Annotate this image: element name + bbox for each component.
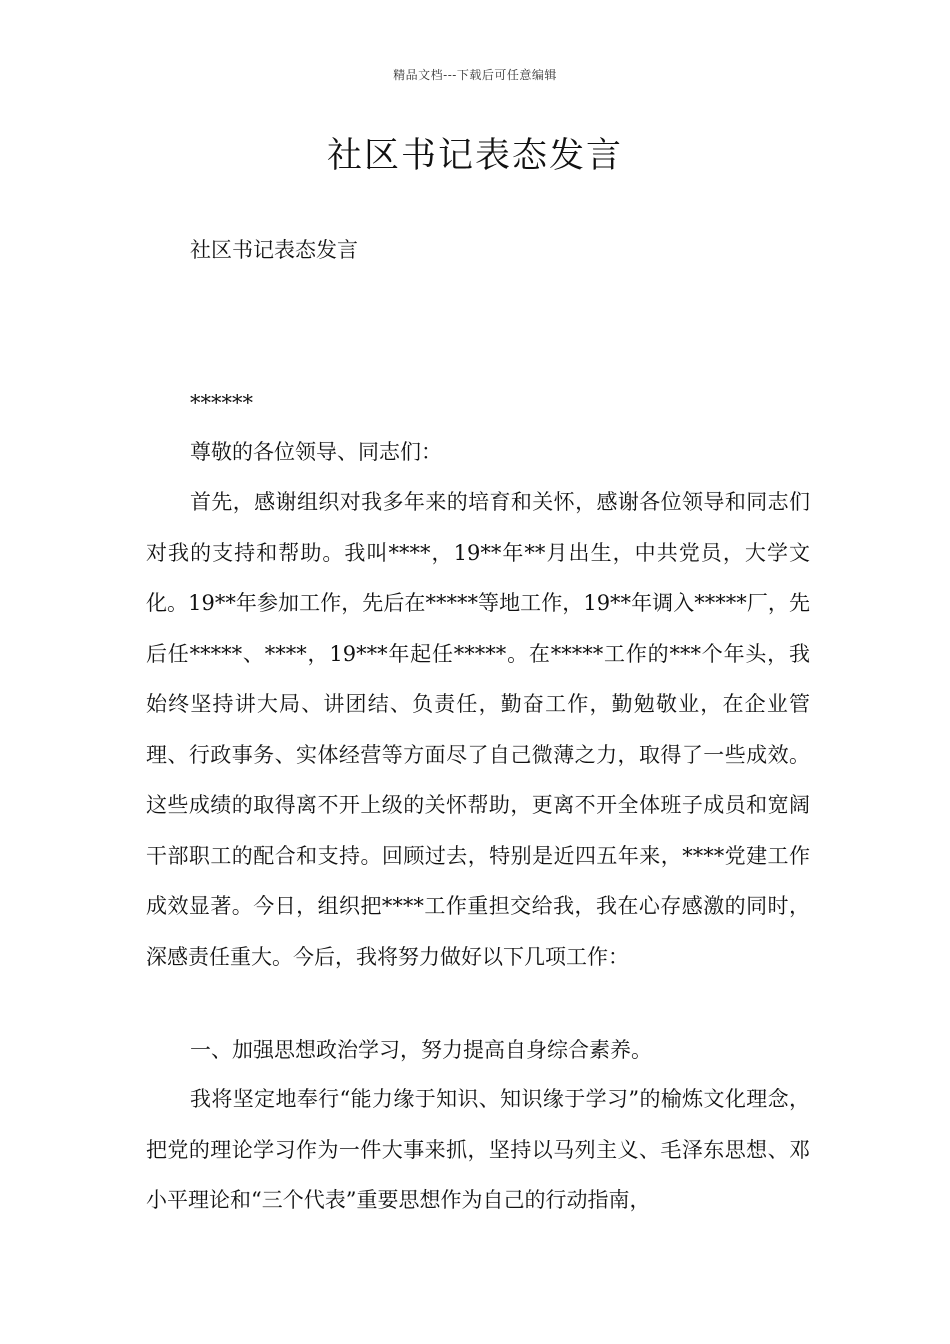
header-note: 精品文档---下载后可任意编辑: [393, 68, 557, 82]
section-heading-1: 一、加强思想政治学习，努力提高自身综合素养。: [190, 1038, 652, 1062]
document-title: 社区书记表态发言: [326, 136, 623, 176]
paragraph-body-1: 首先，感谢组织对我多年来的培育和关怀，感谢各位领导和同志们对我的支持和帮助。我叫****，19**年**月出生，中共党员，大学文化。19**年参加工作，先后在*****等地工作，19**年调入*****厂，先后任*****、****，19***年起任*****。在*****工作的***个年头，我始终坚持讲大局、讲团结、负责任，勤奋工作，勤勉敬业，在企业管理、行政事务、实体经营等方面尽了自己微薄之力，取得了一些成效。这些成绩的取得离不开上级的关怀帮助，更离不开全体班子成员和宽阔干部职工的配合和支持。回顾过去，特别是近四五年来，****党建工作成效显著。今日，组织把****工作重担交给我，我在心存感激的同时，深感责任重大。今后，我将努力做好以下几项工作：: [146, 490, 810, 969]
paragraph-body-2: 我将坚定地奉行“能力缘于知识、知识缘于学习”的榆炼文化理念，把党的理论学习作为一件大事来抓，坚持以马列主义、毛泽东思想、邓小平理论和“三个代表”重要思想作为自己的行动指南，: [146, 1087, 810, 1212]
document-subtitle: 社区书记表态发言: [190, 238, 358, 262]
paragraph-salutation: 尊敬的各位领导、同志们：: [190, 440, 442, 464]
paragraph-stars: ******: [190, 391, 253, 415]
